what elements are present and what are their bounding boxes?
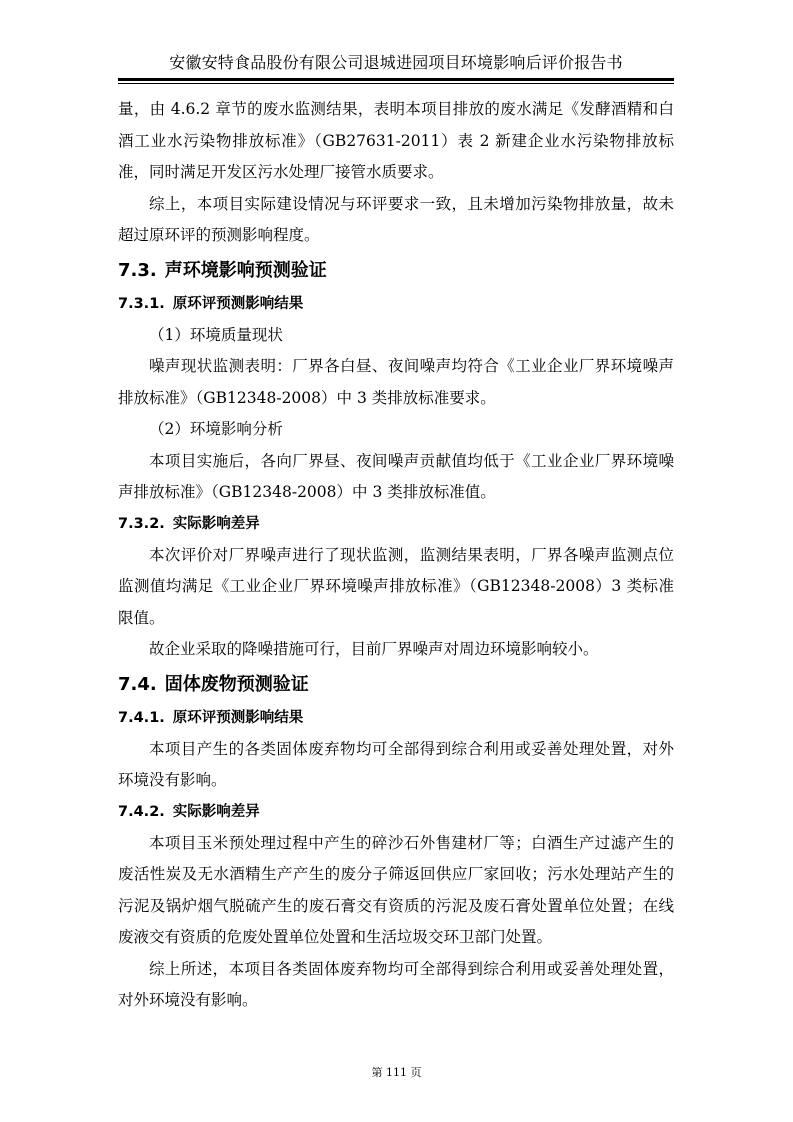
- section-number: 7.4.: [118, 673, 157, 695]
- subsection-title: 实际影响差异: [172, 803, 260, 820]
- page-body: [118, 94, 674, 1017]
- subsection-number: 7.4.1.: [118, 709, 165, 726]
- paragraph: 噪声现状监测表明：厂界各白昼、夜间噪声均符合《工业企业厂界环境噪声排放标准》（GB12348-2008）中 3 类排放标准要求。: [118, 357, 674, 407]
- section-number: 7.3.: [118, 259, 157, 281]
- subsection-title: 原环评预测影响结果: [172, 295, 304, 312]
- paragraph: 量，由 4.6.2 章节的废水监测结果，表明本项目排放的废水满足《发酵酒精和白酒工业水污染物排放标准》（GB27631-2011）表 2 新建企业水污染物排放标准，同时满足开发区污水处理厂接管水质要求。: [118, 100, 674, 181]
- document-header-title: 安徽安特食品股份有限公司退城进园项目环境影响后评价报告书: [169, 53, 623, 72]
- subsection-number: 7.4.2.: [118, 803, 165, 820]
- subsection-title: 原环评预测影响结果: [172, 709, 304, 726]
- subsection-number: 7.3.2.: [118, 515, 165, 532]
- header-rule-thin: [118, 83, 674, 84]
- section-heading-7-3: [118, 254, 674, 288]
- list-item: （1）环境质量现状: [149, 325, 283, 344]
- paragraph: 故企业采取的降噪措施可行，目前厂界噪声对周边环境影响较小。: [149, 640, 599, 658]
- paragraph: 本项目玉米预处理过程中产生的碎沙石外售建材厂等；白酒生产过滤产生的废活性炭及无水酒精生产产生的废分子筛返回供应厂家回收；污水处理站产生的污泥及锅炉烟气脱硫产生的废石膏交有资质的污泥及废石膏处置单位处置；在线废液交有资质的危废处置单位处置和生活垃圾交环卫部门处置。: [118, 833, 674, 946]
- subsection-title: 实际影响差异: [172, 515, 260, 532]
- section-heading-7-4: [118, 668, 674, 702]
- list-item: （2）环境影响分析: [149, 420, 283, 438]
- subsection-heading-7-4-2: [118, 797, 674, 828]
- paragraph: 本项目产生的各类固体废弃物均可全部得到综合利用或妥善处理处置，对外环境没有影响。: [118, 739, 674, 789]
- subsection-number: 7.3.1.: [118, 295, 165, 312]
- section-title: 声环境影响预测验证: [164, 259, 327, 281]
- paragraph: 本项目实施后，各向厂界昼、夜间噪声贡献值均低于《工业企业厂界环境噪声排放标准》（GB12348-2008）中 3 类排放标准值。: [118, 451, 674, 501]
- subsection-heading-7-4-1: [118, 703, 674, 734]
- page-number: 第 111 页: [371, 1066, 422, 1079]
- paragraph: 综上所述，本项目各类固体废弃物均可全部得到综合利用或妥善处理处置，对外环境没有影响。: [118, 959, 674, 1009]
- subsection-heading-7-3-1: [118, 289, 674, 320]
- paragraph: 本次评价对厂界噪声进行了现状监测，监测结果表明，厂界各噪声监测点位监测值均满足《工业企业厂界环境噪声排放标准》（GB12348-2008）3 类标准限值。: [118, 545, 674, 627]
- subsection-heading-7-3-2: [118, 509, 674, 540]
- header-rule-thick: [118, 78, 674, 81]
- paragraph: 综上，本项目实际建设情况与环评要求一致，且未增加污染物排放量，故未超过原环评的预测影响程度。: [118, 194, 674, 244]
- section-title: 固体废物预测验证: [164, 673, 309, 695]
